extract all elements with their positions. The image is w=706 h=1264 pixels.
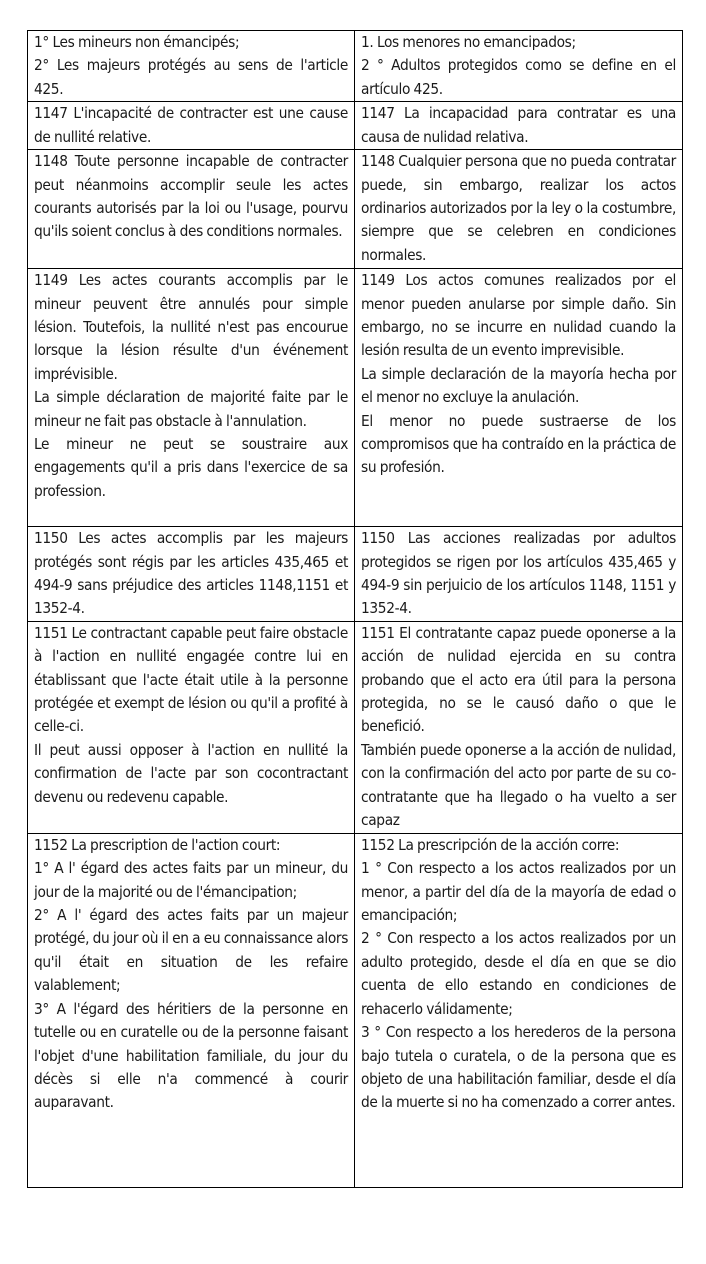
table-row [28,527,683,622]
french-paragraph: Le mineur ne peut se soustraire aux engagements qu'il a pris dans l'exercice de sa profession. [34,435,348,500]
spanish-paragraph: 2 ° Con respecto a los actos realizados por un adulto protegido, desde el día en que se dio cuenta de ello estando en condiciones de rehacerlo válidamente; [361,929,676,1018]
french-paragraph: La simple déclaration de majorité faite par le mineur ne fait pas obstacle à l'annulation. [34,388,348,430]
french-paragraph: 1147 L'incapacité de contracter est une cause de nullité relative. [34,104,348,146]
spanish-paragraph: 1150 Las acciones realizadas por adultos protegidos se rigen por los artículos 435,465 y 494-9 sin perjuicio de los artículos 1148, 1151 y 1352-4. [361,529,676,618]
french-cell [28,621,355,833]
french-paragraph: 1° Les mineurs non émancipés; [34,33,240,51]
table-row [28,833,683,1187]
french-paragraph: 1° A l' égard des actes faits par un mineur, du jour de la majorité ou de l'émancipation; [34,859,348,901]
spanish-paragraph: 1148 Cualquier persona que no pueda contratar puede, sin embargo, realizar los actos ordinarios autorizados por la ley o la costumbre, siempre que se celebren en condiciones normales. [361,152,676,264]
spanish-cell [355,269,683,527]
spanish-paragraph: 2 ° Adultos protegidos como se define en el artículo 425. [361,56,676,98]
french-paragraph: 2° Les majeurs protégés au sens de l'article 425. [34,56,348,98]
spanish-cell [355,527,683,622]
spanish-paragraph: También puede oponerse a la acción de nulidad, con la confirmación del acto por parte de su co-contratante que ha llegado o ha vuelto a ser capaz [361,740,676,830]
table-row [28,102,683,150]
spanish-cell [355,102,683,150]
spanish-cell [355,621,683,833]
spanish-cell [355,31,683,102]
french-cell [28,102,355,150]
spanish-paragraph: 3 ° Con respecto a los herederos de la persona bajo tutela o curatela, o de la persona que es objeto de una habilitación familiar, desde el día de la muerte si no ha comenzado a correr antes. [361,1023,676,1112]
french-paragraph: 2° A l' égard des actes faits par un majeur protégé, du jour où il en a eu connaissance alors qu'il était en situation de les refaire valablement; [34,906,349,995]
french-cell [28,31,355,102]
spanish-cell [355,833,683,1187]
spanish-paragraph: 1147 La incapacidad para contratar es una causa de nulidad relativa. [361,104,676,146]
spanish-paragraph: 1 ° Con respecto a los actos realizados por un menor, a partir del día de la mayoría de edad o emancipación; [361,859,676,925]
table-row [28,31,683,102]
spanish-paragraph: El menor no puede sustraerse de los compromisos que ha contraído en la práctica de su profesión. [361,411,676,477]
french-paragraph: 3° A l'égard des héritiers de la personne en tutelle ou en curatelle ou de la personne faisant l'objet d'une habilitation familiale, du jour du décès si elle n'a commencé à courir auparavant. [34,999,348,1112]
french-cell [28,833,355,1187]
spanish-paragraph: La simple declaración de la mayoría hecha por el menor no excluye la anulación. [361,364,676,407]
french-paragraph: Il peut aussi opposer à l'action en nullité la confirmation de l'acte par son cocontractant devenu ou redevenu capable. [34,740,348,806]
french-cell [28,527,355,622]
spanish-paragraph: 1152 La prescripción de la acción corre: [361,835,620,854]
table-row [28,150,683,269]
bilingual-table [27,30,683,1188]
french-cell [28,150,355,269]
french-paragraph: 1149 Les actes courants accomplis par le mineur peuvent être annulés pour simple lésion. Toutefois, la nullité n'est pas encourue lorsque la lésion résulte d'un événement imprévisible. [34,271,348,383]
spanish-paragraph: 1. Los menores no emancipados; [361,33,576,51]
french-paragraph: 1151 Le contractant capable peut faire obstacle à l'action en nullité engagée contre lui en établissant que l'acte était utile à la personne protégée et exempt de lésion ou qu'il a profité à celle-ci. [34,623,348,736]
spanish-paragraph: 1149 Los actos comunes realizados por el menor pueden anularse por simple daño. Sin embargo, no se incurre en nulidad cuando la lesión resulta de un evento imprevisible. [361,271,676,360]
table-row [28,269,683,527]
french-cell [28,269,355,527]
spanish-cell [355,150,683,269]
french-paragraph: 1150 Les actes accomplis par les majeurs protégés sont régis par les articles 435,465 et 494-9 sans préjudice des articles 1148,1151 et 1352-4. [34,529,348,618]
french-paragraph: 1152 La prescription de l'action court: [34,835,281,854]
table-row [28,621,683,833]
french-paragraph: 1148 Toute personne incapable de contracter peut néanmoins accomplir seule les actes courants autorisés par la loi ou l'usage, pourvu qu'ils soient conclus à des conditions normales. [34,152,348,241]
spanish-paragraph: 1151 El contratante capaz puede oponerse a la acción de nulidad ejercida en su contra probando que el acto era útil para la persona protegida, no se le causó daño o que le benefició. [361,623,676,736]
